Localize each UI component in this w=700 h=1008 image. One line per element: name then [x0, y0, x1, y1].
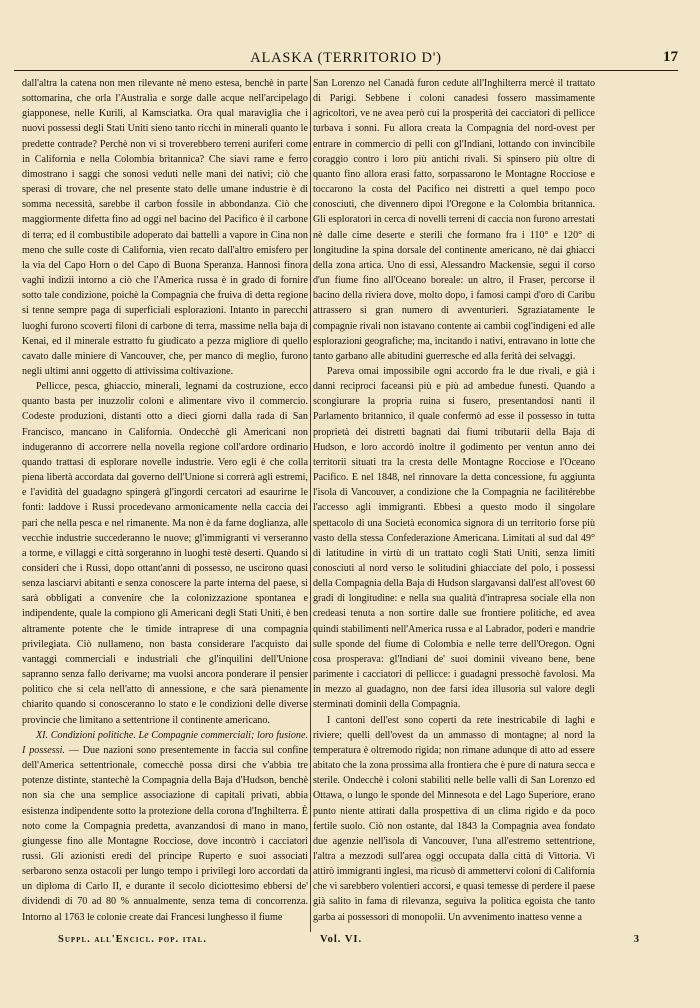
left-paragraph-2: Pellicce, pesca, ghiaccio, minerali, legnami da costruzione, ecco quanto basta per inuzzolir coloni e alimentare vivo il commercio. Codeste produzioni, distanti otto a dieci giorni dalla rada di San Francisco, mancano in California. Ondecchè gli Americani non indugeranno di accorrere nella novella regione coll'ardore ordinario quando trattasi di esplorare novelle industrie. Vero egli è che colla piena libertà accordata dal governo dell'Unione si correrà agli estremi, e l'avidità del guadagno spingerà gl'ingordi cercatori ad esaurirne le fonti: laddove i Russi procedevano armonicamente nella caccia dei pari che nella pesca e nel rimanente. Ma non è da farne doglianza, alle vecchie industrie succederanno le nuove; gl'immigranti vi verseranno a torme, e villaggi e città sorgeranno in luoghi testè deserti. Quando si consideri che i Russi, dopo ottant'anni di possesso, ne uscirono quasi senza lasciarvi abitanti e senza conoscere la parte interna del paese, si sarà obbligati a convenire che la colonizzazione spontanea e indipendente, quale la compiono gli Americani degli Stati Uniti, è ben altramente potente che le timide intraprese di una compagnia privilegiata. Ciò nullameno, non basta considerare l'acquisto dai vantaggi commerciali e industriali che gl'inquilini dell'Unione sapranno senza fallo derivarne; ma vuolsi ancora ponderare il pensier politico che si cela nell'atto di annessione, e che sarà pienamente chiarito quando si conosceranno lo stato e le condizioni delle diverse provincie che limitano a settentrione il continente americano.	[22, 381, 308, 726]
column-divider	[310, 76, 311, 932]
page-footer	[58, 934, 640, 952]
footer-volume: Vol. VI.	[320, 934, 363, 945]
section-xi-title: XI. Condizioni politiche. Le Compagnie commerciali; loro fusione. I possessi.	[22, 729, 308, 756]
page-number: 17	[663, 49, 678, 65]
section-xi-body: — Due nazioni sono presentemente in faccia sul confine dell'America settentrionale, comecchè possa dirsi che v'abbia tre potenze distinte, stantechè la Compagnia della Baja d'Hudson, benchè non sia che una semplice associazione di capitali privati, abbia esistenza indipendente sotto la protezione della corona d'Inghilterra. È noto come la Compagnia predetta, avanzandosi di mano in mano, giungesse fino alle Montagne Rocciose, dove incontrò i cacciatori russi. Gli azionisti eredi del principe Ruperto e suoi associati serbarono senza ostacoli per lungo tempo i privilegi loro accordati da un diploma di Carlo II, e durante il secolo diciottesimo ebbersi de' dividendi di 70 ad 80 % annualmente, senza tema di concorrenza. Intorno al 1763 le colonie create dai Francesi lunghesso il fiume	[22, 744, 308, 923]
right-column	[313, 76, 595, 932]
section-xi-paragraph	[22, 728, 308, 925]
left-column	[22, 76, 308, 932]
footer-signature: 3	[633, 934, 640, 945]
right-paragraph-1: San Lorenzo nel Canadà furon cedute all'Inghilterra mercè il trattato di Parigi. Sebbene i coloni canadesi fossero massimamente agricoltori, ve ne avea però cui la prosperità dei cacciatori di pellicce turbava i sonni. Fu allora creata la Compagnia del nord-ovest per entrare in commercio di pelli con gl'Indiani, lottando con invincibile coraggio contro i loro più antichi rivali. Si spinsero più oltre di quanto fino allora erasi fatto, sorpassarono le Montagne Rocciose e toccarono la costa del Pacifico nei distretti a quel tempo poco conosciuti, che divennero dipoi l'Oregone e la Colombia britannica. Gli esploratori in cerca di novelli terreni di caccia non furono arrestati nè dalle cime deserte e sterili che formano fra i 110° e 120° di longitudine la spina dorsale del continente americano, nè dai ghiacci della zona artica. Uno di essi, Alessandro Mackensie, seguì il corso d'un fiume fino all'Oceano boreale: un altro, il Fraser, percorse il bacino della riviera dove, molto dopo, i famosi campi d'oro di Caribu attrassero sì gran numero di avventurieri. Sgraziatamente le compagnie rivali non istavano contente ai cambii cogl'indigeni ed alle esplorazioni geografiche; ma, incitando i nativi, entravano in lotte che tanto garbano alle abitudini guerresche ed alla ferità dei selvaggi.	[313, 78, 595, 362]
running-title: ALASKA (TERRITORIO D')	[250, 50, 442, 66]
footer-publication: Suppl. all'Encicl. pop. ital.	[58, 934, 207, 945]
right-paragraph-3: I cantoni dell'est sono coperti da rete inestricabile di laghi e riviere; quelli dell'ovest da un ammasso di montagne; al nord la temperatura è oltremodo rigida; non rimane adunque di atto ad essere abitato che la zona prossima alla frontiera che è pure di natura secca e sterile. Ondecchè i coloni stabiliti nelle belle valli di San Lorenzo ed Ottawa, o lungo le sponde del Minnesota e del Lago Superiore, erano punto niente attirati dalla prospettiva di un clima rigido e da poco fertile suolo. Ciò non ostante, dal 1843 la Compagnia avea fondato due agenzie nell'isola di Vancouver, l'una all'estremo settentrione, l'altra a mezzodì sull'area oggi occupata dalla città di Vittoria. Vi attirò immigranti inglesi, ma ricusò di ammettervi coloni di California che vi sarebbero volentieri accorsi, e quasi temesse di perdere il paese già salito in fama di rilevanza, seguiva la politica egoista che tanto garba ai possessori di monopolii. Un avvenimento inatteso venne a	[313, 714, 595, 923]
left-paragraph-1: dall'altra la catena non men rilevante nè meno estesa, benchè in parte sottomarina, che orla l'Australia e sorge dalle acque nell'arcipelago giapponese, nelle Kurili, al Kamsciatka. Ora qual maraviglia che i nuovi possessi degli Stati Uniti sieno tanto ricchi in minerali quanto le predette contrade? Perchè non vi si troverebbero terreni auriferi come in California e nella Colombia britannica? Che siavi rame e ferro dimostrano i saggi che sonosi veduti nelle mani dei nativi; ciò che sperasi di trovare, che nel presente stato delle umane industrie è di somma necessità, sarebbe il carbon fossile in abbondanza. Ciò che maggiormente difetta fino ad oggi nel bacino del Pacifico è il carbone di terra; ed il combustibile adoperato dai battelli a vapore in Cina non meno che sulle coste di California, vien recato dall'altro emisfero per la via del Capo Horn o del Capo di Buona Speranza. Hannosi finora vaghi indizii intorno a ciò che l'America russa è in grado di fornire sotto tale condizione, poichè la Compagnia che fruiva di detta regione si tenne sempre paga di superficiali esplorazioni. Intanto in parecchi luoghi furono scoverti filoni di carbone di terra, massime nella baja di Kenai, ed il minerale estratto fu giudicato a pezza migliore di quello cavato dalle miniere di Vancouver, che, per manco di meglio, furono negli ultimi anni oggetto di attivissima coltivazione.	[22, 78, 308, 377]
right-paragraph-2: Pareva omai impossibile ogni accordo fra le due rivali, e già i danni reciproci faceansi più e più ad ambedue funesti. Quando a scongiurare la propria ruina si fusero, presentandosi nanti il Parlamento britannico, il quale confermò ad esse il possesso in tutta proprietà dei distretti bagnati dai fiumi tributarii della Baja di Hudson, e loro accordò inoltre il godimento per ventun anno dei territorii situati tra la cresta delle Montagne Rocciose e l'Oceano Pacifico. E nel 1848, nel rinnovare la detta concessione, fu aggiunta l'isola di Vancouver, a condizione che la Compagnia ne facilitérebbe l'accesso agli immigranti. Ebbesi a questo modo il singolare spettacolo di una Società economica signora di un territorio forse più vasto della stessa Confederazione Americana. Limitati al sud dal 49° di latitudine in virtù di un trattato cogli Stati Uniti, senza limiti conosciuti al nord verso le solitudini ghiacciate del polo, i possessi della Compagnia della Baja di Hudson slargavansi dall'est all'ovest 60 gradi di longitudine: e nella sua qualità d'intrapresa sociale ella non credeasi tenuta a non sortire dalle sue frontiere politiche, ed avea quindi stabilimenti nell'America russa e al Labrador, poderi e mandrie sulle sponde del fiume di Colombia e nelle terre dell'Oregon. Ogni cosa prosperava: gl'Indiani de' suoi dominii viveano bene, bene parimente i cacciatori di pellicce: i guadagni pressochè favolosi. Ma in mezzo al guadagno, non dee farsi idea illusoria sul valore degli sterminati dominii della Compagnia.	[313, 365, 595, 711]
page-header	[14, 48, 678, 71]
